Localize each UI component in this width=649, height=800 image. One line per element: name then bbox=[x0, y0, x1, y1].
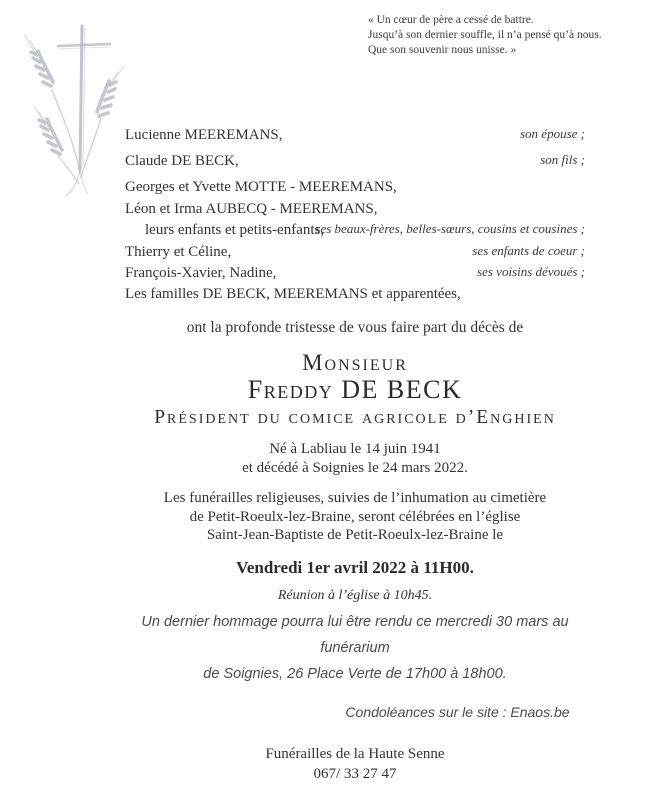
family-member-name: leurs enfants et petits-enfants, bbox=[145, 222, 325, 238]
ceremony-line: Saint-Jean-Baptiste de Petit-Roeulx-lez-Braine le bbox=[206, 527, 504, 543]
family-member-name: Léon et Irma AUBECQ - MEEREMANS, bbox=[125, 201, 378, 217]
family-row bbox=[125, 220, 585, 241]
tribute-line: Un dernier hommage pourra lui être rendu ce mercredi 30 mars au funérarium bbox=[141, 613, 569, 656]
family-member-name: Thierry et Céline, bbox=[125, 244, 232, 260]
death-line: et décédé à Soignies le 24 mars 2022. bbox=[242, 460, 468, 476]
quote-line: « Un cœur de père a cessé de battre. bbox=[368, 14, 534, 26]
relation-label: son épouse ; bbox=[520, 126, 585, 141]
quote-line: Jusqu’à son dernier souffle, il n’a pensé qu’à nous. bbox=[368, 29, 602, 41]
ceremony-meeting: Réunion à l’église à 10h45. bbox=[277, 587, 433, 603]
announcement-intro: ont la profonde tristesse de vous faire part du décès de bbox=[186, 319, 524, 336]
family-member-name: François-Xavier, Nadine, bbox=[125, 265, 277, 281]
birth-death-block bbox=[125, 440, 585, 478]
family-row bbox=[125, 199, 585, 220]
quote-line: Que son souvenir nous unisse. » bbox=[368, 44, 517, 56]
ceremony-line: Les funérailles religieuses, suivies de l’inhumation au cimetière bbox=[163, 490, 547, 506]
family-row bbox=[125, 177, 585, 198]
relation-label: ses enfants de coeur ; bbox=[472, 243, 585, 258]
birth-line: Né à Labliau le 14 juin 1941 bbox=[269, 441, 441, 457]
family-row bbox=[125, 284, 585, 305]
family-member-name: Les familles DE BECK, MEEREMANS et apparentées, bbox=[125, 286, 461, 302]
family-row bbox=[125, 151, 585, 172]
deceased-title: Monsieur bbox=[302, 350, 408, 375]
deceased-name: Freddy DE BECK bbox=[247, 375, 463, 404]
memorial-quote bbox=[368, 13, 618, 58]
family-member-name: Lucienne MEEREMANS, bbox=[125, 127, 283, 143]
funeral-home-name: Funérailles de la Haute Senne bbox=[265, 745, 445, 762]
announcement-body bbox=[125, 125, 585, 784]
ceremony-line: de Petit-Roeulx-lez-Braine, seront célébrées en l’église bbox=[189, 508, 521, 525]
relation-label: ses beaux-frères, belles-sœurs, cousins et cousines ; bbox=[315, 221, 585, 236]
tribute-notice bbox=[125, 609, 585, 687]
family-row bbox=[125, 263, 585, 284]
deceased-role: Président du comice agricole d’Enghien bbox=[154, 407, 556, 428]
funeral-home-block bbox=[125, 744, 585, 784]
funeral-home-phone: 067/ 33 27 47 bbox=[313, 765, 397, 782]
family-member-name: Georges et Yvette MOTTE - MEEREMANS, bbox=[125, 179, 397, 195]
relation-label: son fils ; bbox=[540, 152, 585, 167]
ceremony-datetime: Vendredi 1er avril 2022 à 11H00. bbox=[236, 557, 474, 577]
family-row bbox=[125, 125, 585, 146]
tribute-line: de Soignies, 26 Place Verte de 17h00 à 18h00. bbox=[203, 665, 507, 682]
relation-label: ses voisins dévoués ; bbox=[477, 264, 585, 279]
condolences-site: Condoléances sur le site : Enaos.be bbox=[345, 703, 570, 720]
family-member-name: Claude DE BECK, bbox=[125, 153, 239, 169]
family-row bbox=[125, 242, 585, 263]
ceremony-details bbox=[125, 489, 585, 545]
